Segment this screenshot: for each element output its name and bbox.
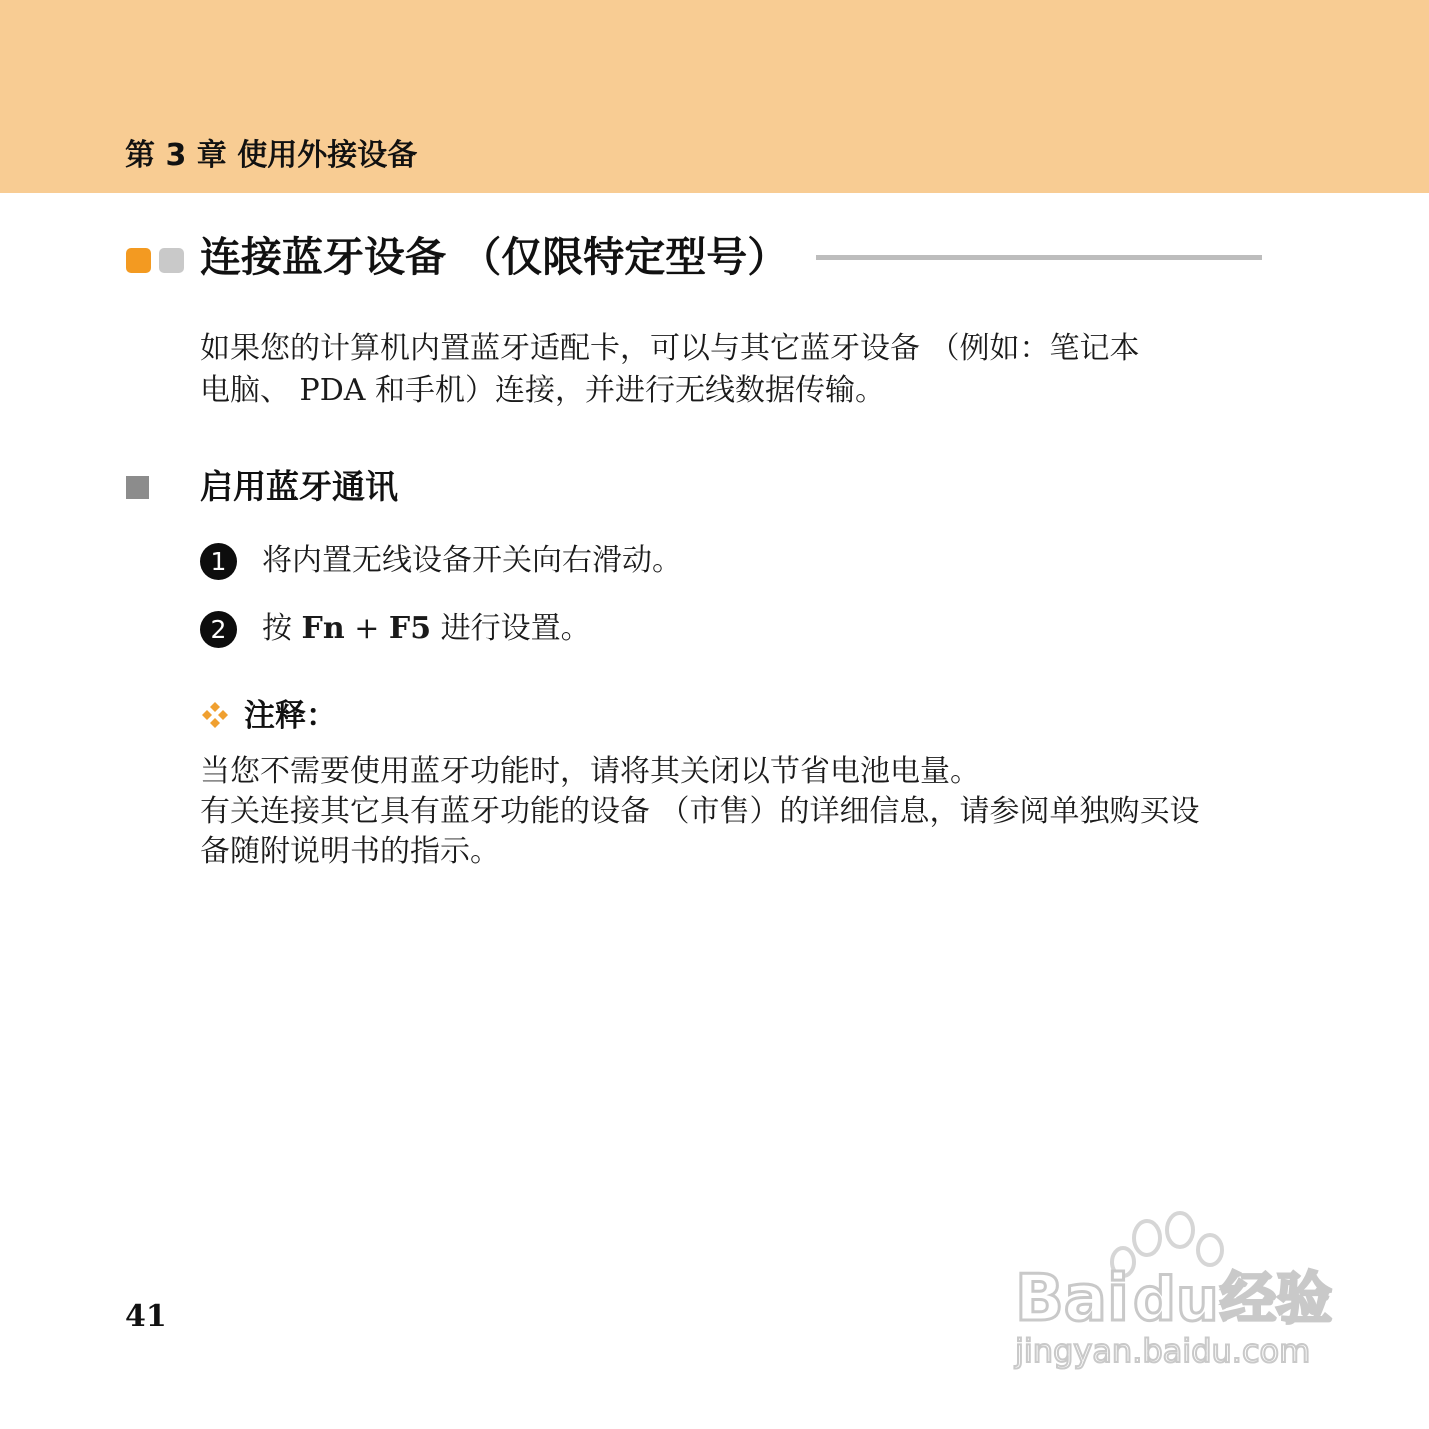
note-line: 有关连接其它具有蓝牙功能的设备 （市售）的详细信息，请参阅单独购买设 xyxy=(200,794,1200,829)
page-number: 41 xyxy=(125,1299,167,1334)
plus-sign: + xyxy=(344,611,389,646)
step-number-badge: 2 xyxy=(200,611,237,648)
step-text xyxy=(262,609,591,649)
note-title: 注释： xyxy=(244,698,337,734)
key-fn: Fn xyxy=(301,611,345,646)
key-f5: F5 xyxy=(388,611,432,646)
intro-line: 电脑、 PDA 和手机）连接，并进行无线数据传输。 xyxy=(200,373,885,408)
section-title: 连接蓝牙设备 （仅限特定型号） xyxy=(200,233,789,281)
watermark-cn: 经验 xyxy=(1220,1267,1332,1332)
gray-square-icon xyxy=(159,248,184,273)
baidu-jingyan-watermark xyxy=(1005,1210,1350,1380)
step-text: 将内置无线设备开关向右滑动。 xyxy=(262,543,682,578)
chapter-header-band xyxy=(0,0,1429,193)
watermark-brand-du: du xyxy=(1133,1265,1219,1335)
four-diamond-icon xyxy=(200,700,230,730)
step-suffix: 进行设置。 xyxy=(431,611,591,646)
intro-paragraph xyxy=(200,328,1265,412)
orange-square-icon xyxy=(126,248,151,273)
subsection-title: 启用蓝牙通讯 xyxy=(200,467,398,506)
square-bullet-icon xyxy=(126,476,149,499)
section-rule xyxy=(816,255,1262,260)
step-prefix: 按 xyxy=(262,611,302,646)
watermark-brand: Bai xyxy=(1015,1262,1129,1336)
watermark-url: jingyan.baidu.com xyxy=(1015,1332,1311,1370)
note-body xyxy=(200,752,1265,872)
section-heading xyxy=(126,228,1262,290)
note-line: 备随附说明书的指示。 xyxy=(200,834,500,869)
step-number-badge: 1 xyxy=(200,543,237,580)
chapter-title: 第 3 章 使用外接设备 xyxy=(125,138,418,173)
intro-line: 如果您的计算机内置蓝牙适配卡，可以与其它蓝牙设备 （例如：笔记本 xyxy=(200,331,1140,366)
note-line: 当您不需要使用蓝牙功能时，请将其关闭以节省电池电量。 xyxy=(200,754,980,789)
